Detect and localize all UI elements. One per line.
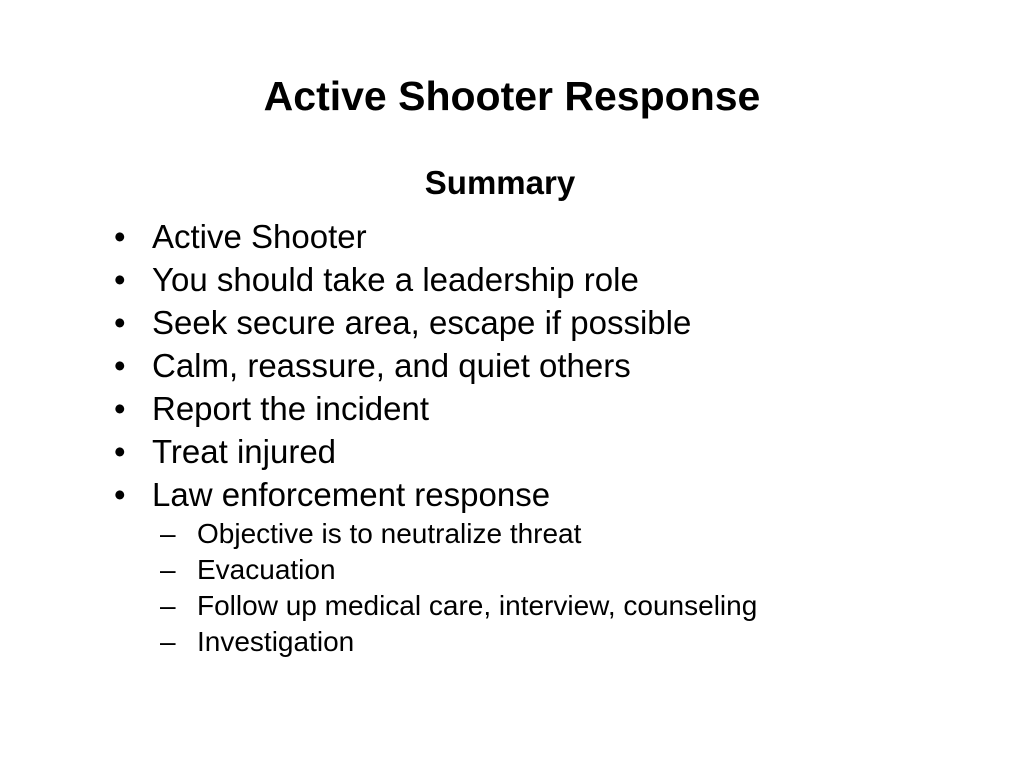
sub-bullet-marker: – — [160, 590, 176, 621]
bullet-marker: • — [114, 476, 126, 513]
sub-bullet-item — [152, 552, 1010, 588]
slide-title: Active Shooter Response — [263, 73, 761, 119]
bullet-marker: • — [114, 433, 126, 470]
bullet-item — [110, 258, 1010, 301]
sub-bullet-text: Investigation — [197, 626, 355, 657]
bullet-marker: • — [114, 304, 126, 341]
bullet-list — [110, 215, 1010, 660]
bullet-text: Law enforcement response — [152, 476, 551, 513]
sub-bullet-item — [152, 588, 1010, 624]
sub-bullet-item — [152, 516, 1010, 552]
sub-bullet-item — [152, 624, 1010, 660]
bullet-marker: • — [114, 347, 126, 384]
bullet-marker: • — [114, 390, 126, 427]
bullet-text: You should take a leadership role — [152, 261, 639, 298]
sub-bullet-list — [152, 516, 1010, 660]
bullet-text: Treat injured — [152, 433, 337, 470]
bullet-text: Seek secure area, escape if possible — [152, 304, 692, 341]
bullet-item — [110, 430, 1010, 473]
bullet-text: Calm, reassure, and quiet others — [152, 347, 631, 384]
bullet-marker: • — [114, 218, 126, 255]
slide-subtitle: Summary — [424, 164, 576, 201]
sub-bullet-text: Follow up medical care, interview, counseling — [197, 590, 758, 621]
bullet-item — [110, 301, 1010, 344]
bullet-item — [110, 473, 1010, 660]
bullet-item — [110, 387, 1010, 430]
sub-bullet-marker: – — [160, 518, 176, 549]
bullet-item — [110, 344, 1010, 387]
bullet-marker: • — [114, 261, 126, 298]
sub-bullet-marker: – — [160, 554, 176, 585]
sub-bullet-text: Evacuation — [197, 554, 336, 585]
sub-bullet-text: Objective is to neutralize threat — [197, 518, 582, 549]
bullet-text: Report the incident — [152, 390, 430, 427]
bullet-text: Active Shooter — [152, 218, 367, 255]
bullet-item — [110, 215, 1010, 258]
sub-bullet-marker: – — [160, 626, 176, 657]
